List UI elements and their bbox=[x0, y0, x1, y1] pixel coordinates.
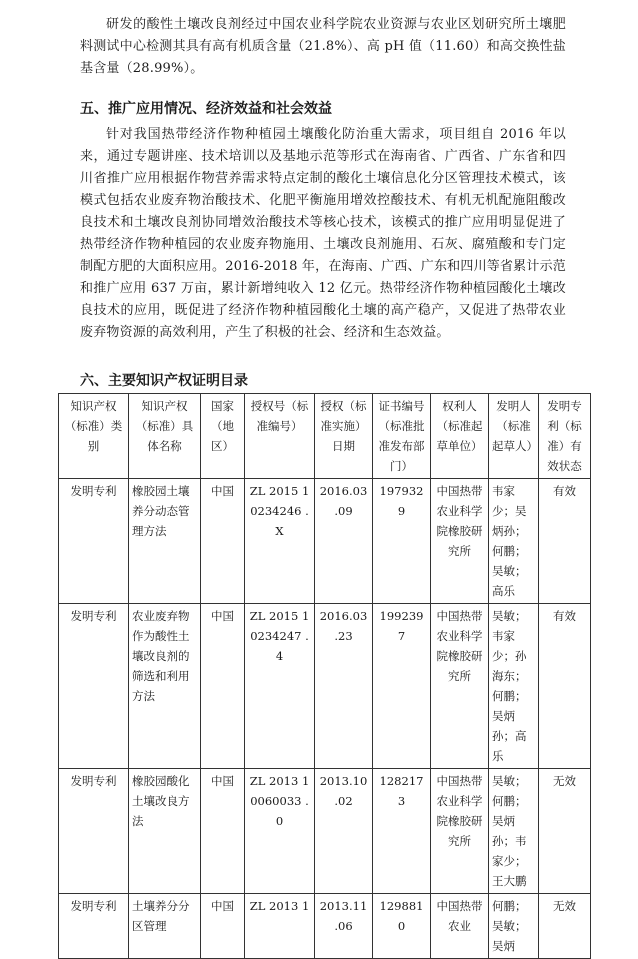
cell-category: 发明专利 bbox=[59, 479, 129, 604]
cell-name: 土壤养分分区管理 bbox=[129, 894, 201, 959]
cell-owner: 中国热带农业 bbox=[431, 894, 489, 959]
cell-category: 发明专利 bbox=[59, 894, 129, 959]
header-cell: 权利人（标准起草单位） bbox=[431, 394, 489, 479]
table-header-row bbox=[59, 394, 591, 479]
cell-grant-number: ZL 2015 1 0234246 .X bbox=[245, 479, 315, 604]
cell-name: 橡胶园酸化土壤改良方法 bbox=[129, 769, 201, 894]
header-cell: 证书编号（标准批准发布部门） bbox=[373, 394, 431, 479]
cell-owner: 中国热带农业科学院橡胶研究所 bbox=[431, 479, 489, 604]
ip-table bbox=[58, 393, 591, 959]
section-5-paragraph: 针对我国热带经济作物种植园土壤酸化防治重大需求，项目组自 2016 年以来，通过专题讲座、技术培训以及基地示范等形式在海南省、广西省、广东省和四川省推广应用根据作物营养需求特点定制的酸化土壤信息化分区管理技术模式，该模式包括农业废弃物治酸技术、化肥平衡施用增效控酸技术、有机无机配施阻酸改良技术和土壤改良剂协同增效治酸技术等核心技术，该模式的推广应用明显促进了热带经济作物种植园的农业废弃物施用、土壤改良剂施用、石灰、腐殖酸和专门定制配方肥的大面积应用。2016-2018 年，在海南、广西、广东和四川等省累计示范和推广应用 637 万亩，累计新增纯收入 12 亿元。热带经济作物种植园酸化土壤改良技术的应用，既促进了经济作物种植园酸化土壤的高产稳产，又促进了热带农业废弃物资源的高效利用，产生了积极的社会、经济和生态效益。 bbox=[80, 127, 566, 340]
cell-date: 2016.03 .09 bbox=[315, 479, 373, 604]
cell-status: 无效 bbox=[539, 894, 591, 959]
header-cell: 发明专利（标准）有效状态 bbox=[539, 394, 591, 479]
header-cell: 授权号（标准编号） bbox=[245, 394, 315, 479]
header-cell: 知识产权（标准）类别 bbox=[59, 394, 129, 479]
section-5-heading: 五、推广应用情况、经济效益和社会效益 bbox=[80, 101, 332, 117]
cell-inventors: 吴敏；何鹏；吴炳孙；韦家少；王大鹏 bbox=[489, 769, 539, 894]
cell-date: 2013.10 .02 bbox=[315, 769, 373, 894]
header-cell: 发明人（标准起草人） bbox=[489, 394, 539, 479]
header-cell: 知识产权（标准）具体名称 bbox=[129, 394, 201, 479]
table-row bbox=[59, 604, 591, 769]
cell-certificate: 1992397 bbox=[373, 604, 431, 769]
cell-inventors: 吴敏；韦家少；孙海东；何鹏；吴炳孙；高乐 bbox=[489, 604, 539, 769]
table-row bbox=[59, 769, 591, 894]
cell-grant-number: ZL 2013 1 bbox=[245, 894, 315, 959]
cell-date: 2016.03 .23 bbox=[315, 604, 373, 769]
cell-country: 中国 bbox=[201, 894, 245, 959]
header-cell: 国家（地区） bbox=[201, 394, 245, 479]
cell-name: 橡胶园土壤养分动态管理方法 bbox=[129, 479, 201, 604]
section-6-heading: 六、主要知识产权证明目录 bbox=[80, 373, 248, 389]
cell-name: 农业废弃物作为酸性土壤改良剂的筛选和利用方法 bbox=[129, 604, 201, 769]
cell-country: 中国 bbox=[201, 769, 245, 894]
cell-status: 有效 bbox=[539, 604, 591, 769]
cell-inventors: 韦家少；吴炳孙；何鹏；吴敏；高乐 bbox=[489, 479, 539, 604]
cell-inventors: 何鹏；吴敏；吴炳 bbox=[489, 894, 539, 959]
cell-status: 有效 bbox=[539, 479, 591, 604]
cell-country: 中国 bbox=[201, 479, 245, 604]
cell-owner: 中国热带农业科学院橡胶研究所 bbox=[431, 769, 489, 894]
cell-status: 无效 bbox=[539, 769, 591, 894]
cell-category: 发明专利 bbox=[59, 769, 129, 894]
table-row bbox=[59, 894, 591, 959]
cell-date: 2013.11 .06 bbox=[315, 894, 373, 959]
header-cell: 授权（标准实施）日期 bbox=[315, 394, 373, 479]
table-row bbox=[59, 479, 591, 604]
cell-grant-number: ZL 2015 1 0234247 .4 bbox=[245, 604, 315, 769]
cell-country: 中国 bbox=[201, 604, 245, 769]
cell-certificate: 1282173 bbox=[373, 769, 431, 894]
cell-owner: 中国热带农业科学院橡胶研究所 bbox=[431, 604, 489, 769]
cell-category: 发明专利 bbox=[59, 604, 129, 769]
cell-certificate: 1298810 bbox=[373, 894, 431, 959]
cell-certificate: 1979329 bbox=[373, 479, 431, 604]
intro-paragraph: 研发的酸性土壤改良剂经过中国农业科学院农业资源与农业区划研究所土壤肥料测试中心检测其具有高有机质含量（21.8%）、高 pH 值（11.60）和高交换性盐基含量（28.99%）。 bbox=[80, 17, 566, 76]
cell-grant-number: ZL 2013 1 0060033 .0 bbox=[245, 769, 315, 894]
